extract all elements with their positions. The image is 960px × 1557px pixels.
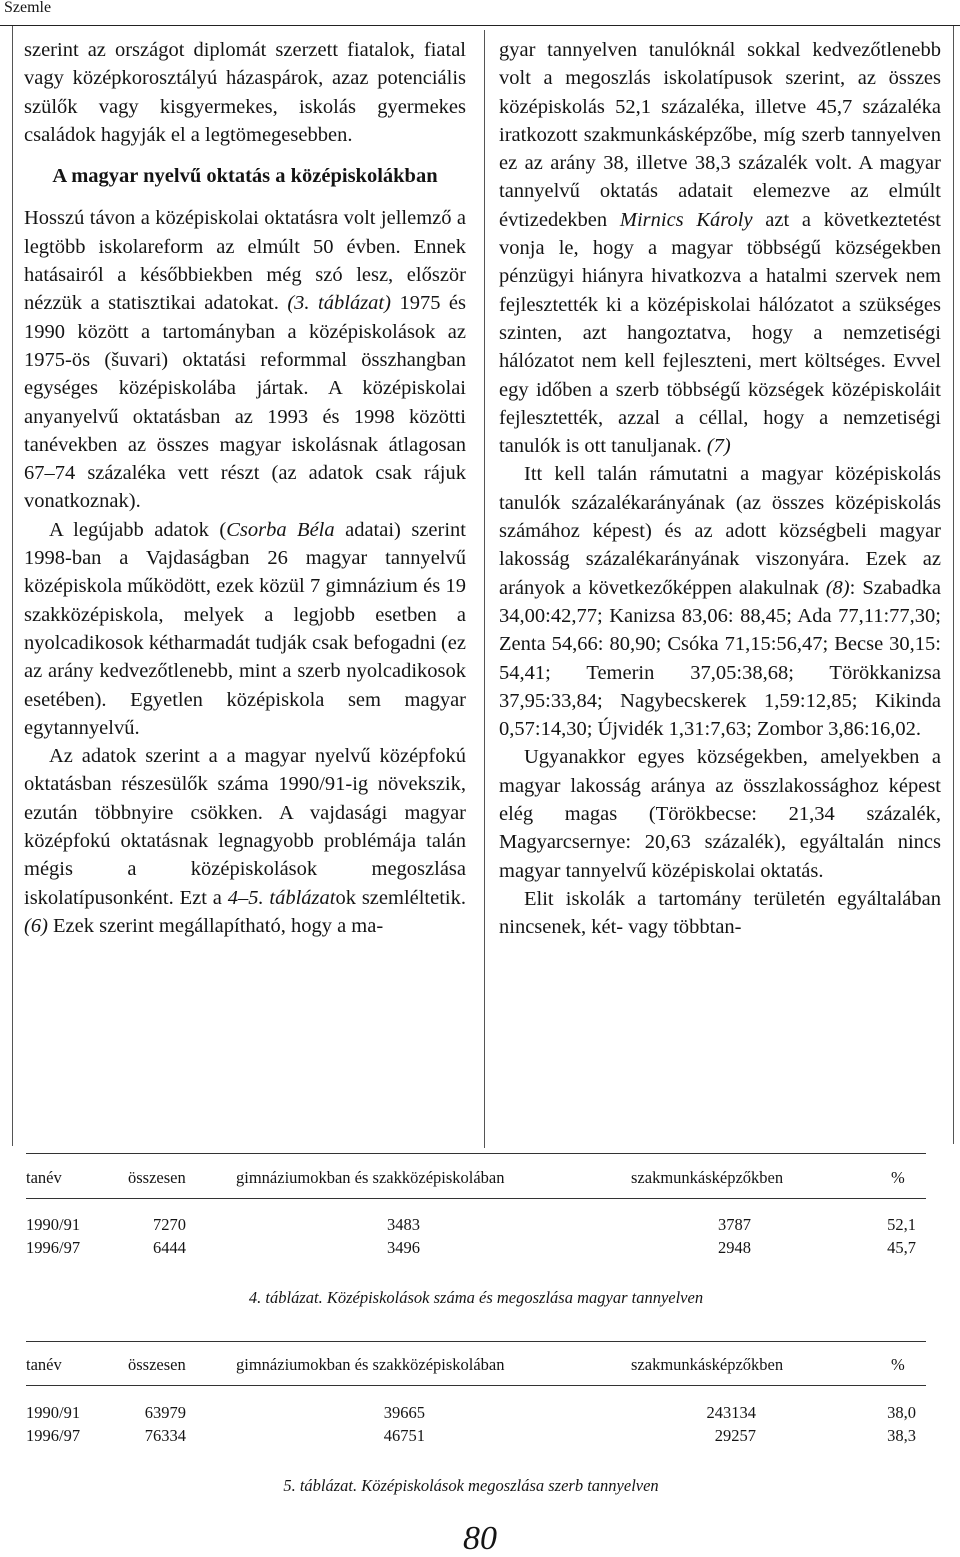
table-reference: 4–5. táblázat <box>227 886 336 909</box>
table-cell: 52,1 <box>887 1215 916 1234</box>
footnote-ref: (7) <box>706 435 731 458</box>
col-header: tanév <box>26 1355 62 1374</box>
table-top-rule <box>26 1341 926 1342</box>
table-header-row <box>26 1355 926 1377</box>
table-cell: 3483 <box>387 1215 420 1234</box>
table-header-rule <box>26 1198 926 1199</box>
paragraph: szerint az országot diplomát szerzett fiatalok, fiatal vagy középkorosztályú házaspárok, azaz potenciális szülők vagy kisgyermekes, iskolás gyermekes családok hagyják el a legtömegesebben. <box>24 39 466 146</box>
table-row <box>26 1238 926 1260</box>
col-header: összesen <box>128 1355 186 1374</box>
table-cell: 45,7 <box>887 1238 916 1257</box>
header-rule <box>0 25 960 26</box>
table-header-rule <box>26 1385 926 1386</box>
author-name: Csorba Béla <box>226 518 335 541</box>
table-cell: 1990/91 <box>26 1215 81 1234</box>
table-cell: 3787 <box>718 1215 751 1234</box>
table-row <box>26 1426 926 1448</box>
footnote-ref: (8) <box>825 576 850 599</box>
table-cell: 1996/97 <box>26 1426 81 1445</box>
col-header: összesen <box>128 1168 186 1187</box>
left-column <box>24 36 466 940</box>
paragraph: Az adatok szerint a a magyar nyelvű középfokú oktatásban részesülők száma 1990/91-ig növekszik, ezután többnyire csökken. A vajdasági magyar középfokú oktatásnak legnagyobb problémája talán mégis a középiskolások megoszlása iskolatípusonként. Ezt a 4–5. táblázatok szemléltetik. (6) Ezek szerint megállapítható, hogy a ma- <box>24 745 466 937</box>
table-cell: 243134 <box>706 1403 756 1422</box>
paragraph: A legújabb adatok (Csorba Béla adatai) szerint 1998-ban a Vajdaságban 26 magyar tannyelvű középiskola működött, ezek közül 7 gimnázium és 19 szakközépiskola, melyek a legjobb esetben a nyolcadikosok kétharmadát tudják csak befogadni (ez az arány kedvezőtlenebb, mint a szerb nyolcadikosok esetében). Egyetlen középiskola sem magyar egytannyelvű. <box>24 518 466 739</box>
col-header: gimnáziumokban és szakközépiskolában <box>236 1168 505 1187</box>
col-header: % <box>891 1168 905 1187</box>
table-cell: 38,0 <box>887 1403 916 1422</box>
table-cell: 63979 <box>144 1403 186 1422</box>
section-heading: A magyar nyelvű oktatás a középiskolákban <box>52 165 438 188</box>
table-cell: 2948 <box>718 1238 751 1257</box>
table-cell: 3496 <box>387 1238 420 1257</box>
table-cell: 46751 <box>383 1426 425 1445</box>
table-reference: (3. táblázat) <box>287 292 391 315</box>
col-header: gimnáziumokban és szakközépiskolában <box>236 1355 505 1374</box>
table-cell: 38,3 <box>887 1426 916 1445</box>
table-top-rule <box>26 1153 926 1154</box>
page-number: 80 <box>463 1520 497 1557</box>
section-label: Szemle <box>4 0 52 16</box>
table-row <box>26 1403 926 1425</box>
table-header-row <box>26 1168 926 1190</box>
right-column <box>499 36 941 942</box>
right-margin-rule <box>953 26 954 1144</box>
left-margin-rule <box>12 26 13 1146</box>
table-cell: 76334 <box>144 1426 186 1445</box>
table-cell: 29257 <box>714 1426 756 1445</box>
table-cell: 7270 <box>153 1215 186 1234</box>
table-caption: 5. táblázat. Középiskolások megoszlása szerb tannyelven <box>283 1476 659 1495</box>
table-cell: 6444 <box>153 1238 186 1257</box>
paragraph: gyar tannyelven tanulóknál sokkal kedvezőtlenebb volt a megoszlás iskolatípusok szerint, az összes középiskolás 52,1 százaléka, illetve 45,7 százaléka iratkozott szakmunkásképzőbe, míg szerb tannyelven ez az arány 38, illetve 38,3 százalék volt. A magyar tannyelvű oktatás adatait elemezve az elmúlt évtizedekben Mirnics Károly azt a következtetést vonja le, hogy a magyar többségű községekben pénzügyi hiányra hivatkozva a hatalmi szervek nem fejlesztették ki a középiskolai hálózatot a szükséges szinten, azt hangoztatva, hogy a nemzetiségi hálózatot nem kell fejleszteni, mert költséges. Evvel egy időben a szerb többségű községek középiskoláit fejlesztették, azzal a céllal, hogy a nemzetiségi tanulók is ott tanuljanak. (7) <box>499 39 941 458</box>
col-header: tanév <box>26 1168 62 1187</box>
column-divider-rule <box>484 30 485 1148</box>
table-cell: 1996/97 <box>26 1238 81 1257</box>
col-header: szakmunkásképzőkben <box>631 1355 784 1374</box>
paragraph: Hosszú távon a középiskolai oktatásra volt jellemző a legtöbb iskolareform az elmúlt 50 évben. Ennek hatásairól a későbbiekben még szó lesz, először nézzük a statisztikai adatokat. (3. táblázat) 1975 és 1990 között a tartományban a középiskolások az 1975-ös (šuvari) oktatási reformmal összhangban egységes középiskolába jártak. A középiskolai anyanyelvű oktatásban az 1993 és 1998 közötti tanévekben az összes magyar iskolásnak átlagosan 67–74 százaléka vett részt (az adatok csak rájuk vonatkoznak). <box>24 207 467 513</box>
table-cell: 1990/91 <box>26 1403 81 1422</box>
table-row <box>26 1215 926 1237</box>
paragraph: Elit iskolák a tartomány területén egyáltalában nincsenek, két- vagy többtan- <box>499 887 941 939</box>
col-header: szakmunkásképzőkben <box>631 1168 784 1187</box>
col-header: % <box>891 1355 905 1374</box>
table-caption: 4. táblázat. Középiskolások száma és megoszlása magyar tannyelven <box>248 1288 704 1307</box>
paragraph: Itt kell talán rámutatni a magyar középiskolás tanulók százalékarányának (az összes középiskolás számához képest) és az adott községbeli magyar lakosság százalékarányának viszonyára. Ezek az arányok a következőképpen alakulnak (8): Szabadka 34,00:42,77; Kanizsa 83,06: 88,45; Ada 77,11:77,30; Zenta 54,66: 80,90; Csóka 71,15:56,47; Becse 30,15: 54,41; Temerin 37,05:38,68; Törökkanizsa 37,95:33,84; Nagybecskerek 1,59:12,85; Kikinda 0,57:14,30; Újvidék 1,31:7,63; Zombor 3,86:16,02. <box>499 463 941 741</box>
author-name: Mirnics Károly <box>619 208 753 231</box>
footnote-ref: (6) <box>24 914 48 937</box>
table-cell: 39665 <box>383 1403 425 1422</box>
paragraph: Ugyanakkor egyes községekben, amelyekben a magyar lakosság aránya az összlakossághoz képest elég magas (Törökbecse: 21,34 százalék, Magyarcsernye: 20,63 százalék), egyáltalán nincs magyar tannyelvű középiskolai oktatás. <box>499 746 941 882</box>
